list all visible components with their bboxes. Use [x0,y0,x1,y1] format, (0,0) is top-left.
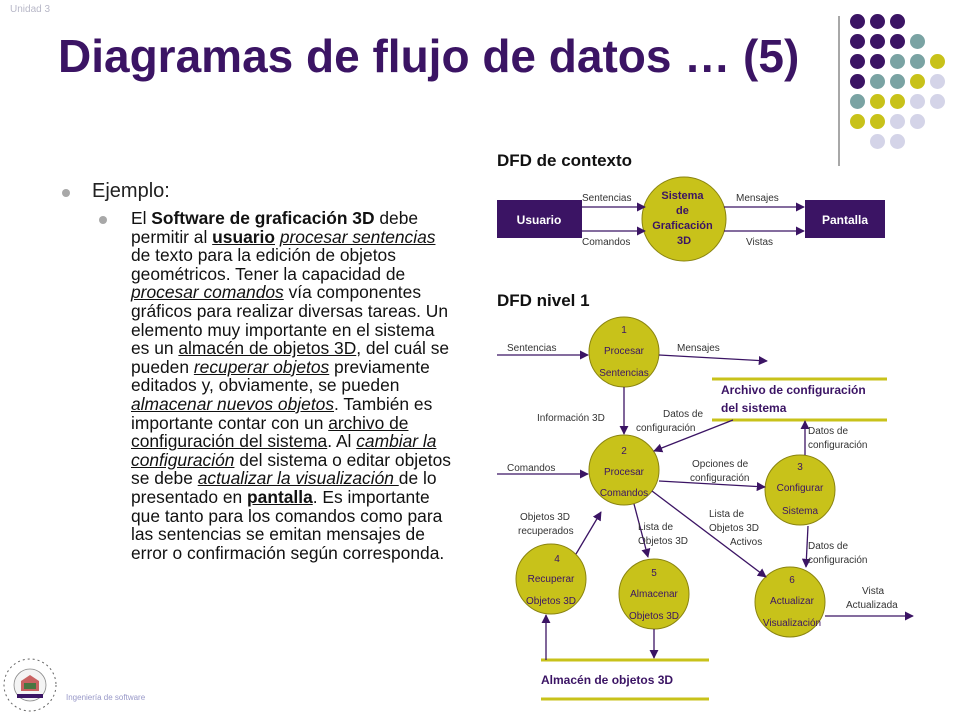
label-informacion-3d: Información 3D [537,413,605,424]
page-title: Diagramas de flujo de datos … (5) [58,30,800,82]
svg-text:1: 1 [621,325,627,336]
paragraph-run: de lo presentado en [131,468,437,507]
label-sentencias: Sentencias [507,343,557,354]
context-label-sentencias: Sentencias [582,193,632,204]
svg-text:2: 2 [621,446,627,457]
paragraph-run: de texto para la edición de objetos geométricos. Tener la capacidad de [131,245,406,284]
label-datos-config-c-2: configuración [808,555,868,566]
paragraph-run: . Es importante que tanto para los comandos como para las sentencias se emitan mensajes de error o confirmación según corresponda. [131,486,445,563]
svg-text:Objetos 3D: Objetos 3D [628,611,680,622]
label-datos-config-c-1: Datos de [808,541,849,552]
label-mensajes: Mensajes [677,343,720,354]
paragraph-run: debe permitir al [131,208,419,247]
svg-text:6: 6 [789,575,795,586]
paragraph-run: cambiar la configuración [131,431,437,470]
process-1 [589,317,659,387]
svg-text:Comandos: Comandos [599,488,649,499]
label-datos-config-a-2: configuración [636,423,696,434]
label-opciones-2: configuración [690,473,750,484]
svg-text:Sentencias: Sentencias [599,368,649,379]
paragraph-run: del sistema o editar objetos se debe [131,449,451,489]
label-recuperados-1: Objetos 3D [520,512,571,523]
label-datos-config-b-2: configuración [808,440,868,451]
paragraph-run: procesar sentencias [279,226,436,247]
svg-text:Visualización: Visualización [762,618,822,629]
footer-course-label: Ingeniería de software [66,693,146,702]
paragraph-run: usuario [212,226,275,247]
paragraph-run: almacenar nuevos objetos [131,393,335,414]
process-2 [589,435,659,505]
svg-text:Procesar: Procesar [603,467,645,478]
paragraph-run: recuperar objetos [193,356,330,377]
unit-label: Unidad 3 [10,4,51,15]
label-activos-1: Lista de [709,509,745,520]
svg-text:Configurar: Configurar [776,483,824,494]
label-datos-config-b-1: Datos de [808,426,849,437]
store-config-label-1: Archivo de configuración [721,383,866,397]
svg-text:Objetos 3D: Objetos 3D [525,596,577,607]
process-4 [516,544,586,614]
paragraph-run: , del cuál se pueden [131,338,450,377]
label-activos-3: Activos [730,537,763,548]
paragraph-run: . Al [327,431,357,452]
context-user-label: Usuario [516,213,562,227]
svg-text:3: 3 [797,462,803,473]
context-label-comandos: Comandos [582,237,631,248]
label-datos-config-a-1: Datos de [663,409,704,420]
context-label-vistas: Vistas [746,237,774,248]
svg-text:Procesar: Procesar [603,346,645,357]
svg-text:4: 4 [554,554,560,565]
process-5 [619,559,689,629]
process-3 [765,455,835,525]
svg-text:5: 5 [651,568,657,579]
store-objects-label: Almacén de objetos 3D [541,673,674,687]
context-label-mensajes: Mensajes [736,193,779,204]
context-heading: DFD de contexto [497,151,633,170]
bullet-ejemplo: Ejemplo: [92,180,170,202]
paragraph-run: vía componentes gráficos para realizar diversas tareas. Un elemento muy importante en el sistema es un [131,282,449,359]
paragraph-run: Software de graficación 3D [151,208,375,228]
paragraph-run: . También es importante contar con un [131,393,433,433]
paragraph-run: procesar comandos [131,282,284,303]
store-config-label-2: del sistema [721,401,787,415]
paragraph-run: actualizar la visualización [197,468,399,489]
svg-text:Actualizar: Actualizar [770,596,814,607]
flow-mensajes [659,355,767,361]
svg-text:Recuperar: Recuperar [527,574,575,585]
paragraph-run: almacén de objetos 3D [178,338,357,359]
label-lista-2: Objetos 3D [638,536,689,547]
paragraph-run: archivo de configuración del sistema [131,412,409,452]
label-comandos: Comandos [507,463,556,474]
flow-recuperados [576,512,601,554]
paragraph-run: pantalla [247,486,313,507]
paragraph-run: previamente editados y, obviamente, se pueden [131,356,430,396]
label-recuperados-2: recuperados [518,526,574,537]
label-activos-2: Objetos 3D [709,523,760,534]
svg-text:Almacenar: Almacenar [630,589,678,600]
process-6 [755,567,825,637]
level1-heading: DFD nivel 1 [497,291,590,310]
context-screen-label: Pantalla [821,213,869,227]
context-system-label: Sistema de Graficación 3D [652,190,713,247]
label-opciones-1: Opciones de [692,459,749,470]
label-vista-2: Actualizada [846,600,898,611]
university-seal-logo [0,650,62,720]
svg-text:Sistema: Sistema [781,506,819,517]
paragraph-run: El [131,208,152,228]
label-vista-1: Vista [862,586,885,597]
label-lista-1: Lista de [638,522,674,533]
